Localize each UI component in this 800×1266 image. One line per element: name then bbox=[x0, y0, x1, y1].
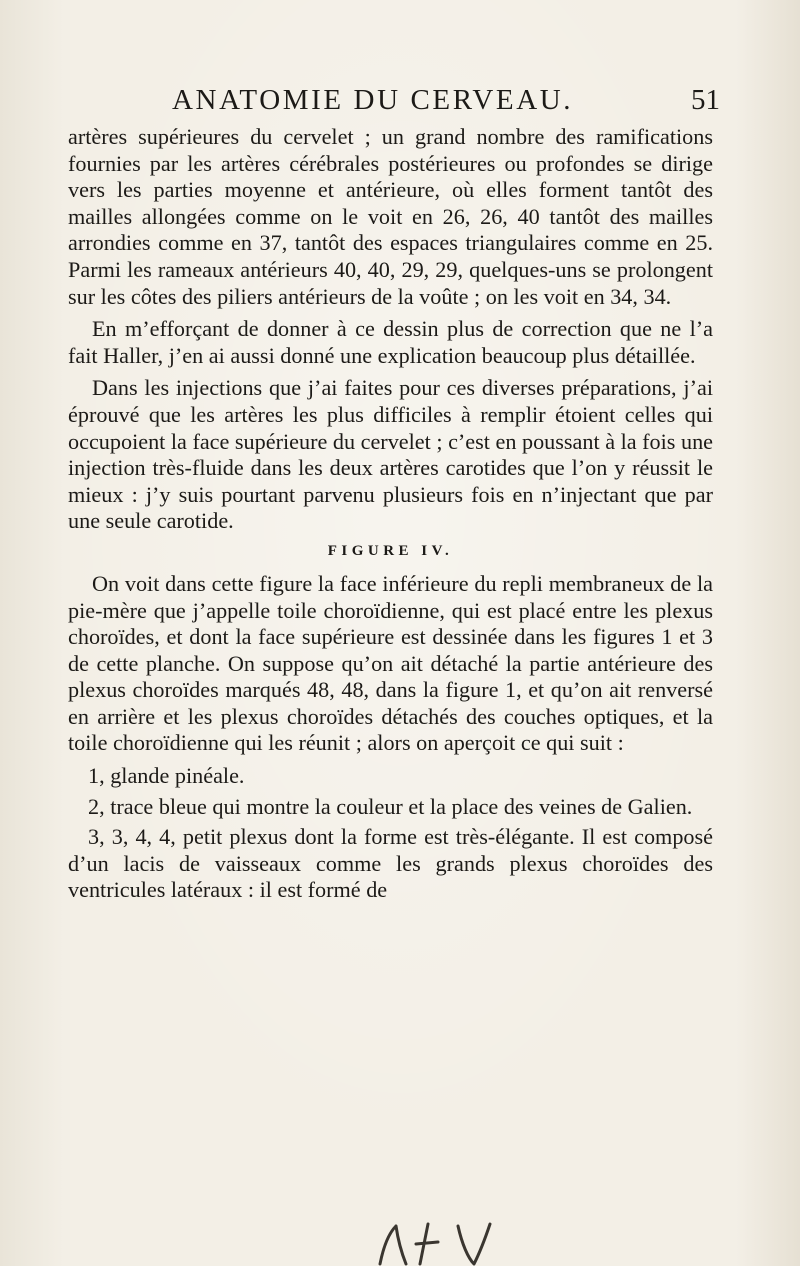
list-item: 3, 3, 4, 4, petit plexus dont la forme est très-élégante. Il est composé d’un lacis de vaisseaux comme les grands plexus choroïdes des ventricules latéraux : il est formé de bbox=[68, 824, 713, 903]
paragraph: Dans les injections que j’ai faites pour ces diverses préparations, j’ai éprouvé que les artères les plus difficiles à remplir étoient celles qui occupoient la face supérieure du cervelet ; c’est en poussant à la fois une injection très-fluide dans les deux artères carotides que l’on y réussit le mieux : j’y suis pourtant parvenu plusieurs fois en n’injectant que par une seule carotide. bbox=[68, 375, 714, 534]
page-body bbox=[68, 124, 713, 908]
paragraph-continued: artères supérieures du cervelet ; un grand nombre des ramifications fournies par les artères cérébrales postérieures ou profondes se dirige vers les parties moyenne et antérieure, où elles forment tantôt des mailles allongées comme on le voit en 26, 26, 40 tantôt des mailles arrondies comme en 37, tantôt des espaces triangulaires comme en 25. Parmi les rameaux antérieurs 40, 40, 29, 29, quelques-uns se prolongent sur les côtes des piliers antérieurs de la voûte ; on les voit en 34, 34. bbox=[68, 124, 713, 309]
handwritten-mark-icon bbox=[372, 1214, 522, 1266]
list-item: 2, trace bleue qui montre la couleur et la place des veines de Galien. bbox=[88, 793, 693, 819]
paragraph: En m’efforçant de donner à ce dessin plus de correction que ne l’a fait Haller, j’en ai aussi donné une explication beaucoup plus détaillée. bbox=[68, 316, 713, 368]
running-title: ANATOMIE DU CERVEAU. bbox=[172, 84, 574, 116]
figure-heading: FIGURE IV. bbox=[327, 542, 454, 559]
figure-paragraph: On voit dans cette figure la face inférieure du repli membraneux de la pie-mère que j’appelle toile choroïdienne, qui est placé entre les plexus choroïdes, et dont la face supérieure est dessinée dans les figures 1 et 3 de cette planche. On suppose qu’on ait détaché la partie antérieure des plexus choroïdes marqués 48, 48, dans la figure 1, et qu’on ait renversé en arrière et les plexus choroïdes détachés des couches optiques, et la toile choroïdienne qui les réunit ; alors on aperçoit ce qui suit : bbox=[68, 570, 713, 756]
list-item: 1, glande pinéale. bbox=[88, 763, 245, 789]
page-header bbox=[60, 84, 720, 120]
page-number: 51 bbox=[691, 84, 720, 116]
